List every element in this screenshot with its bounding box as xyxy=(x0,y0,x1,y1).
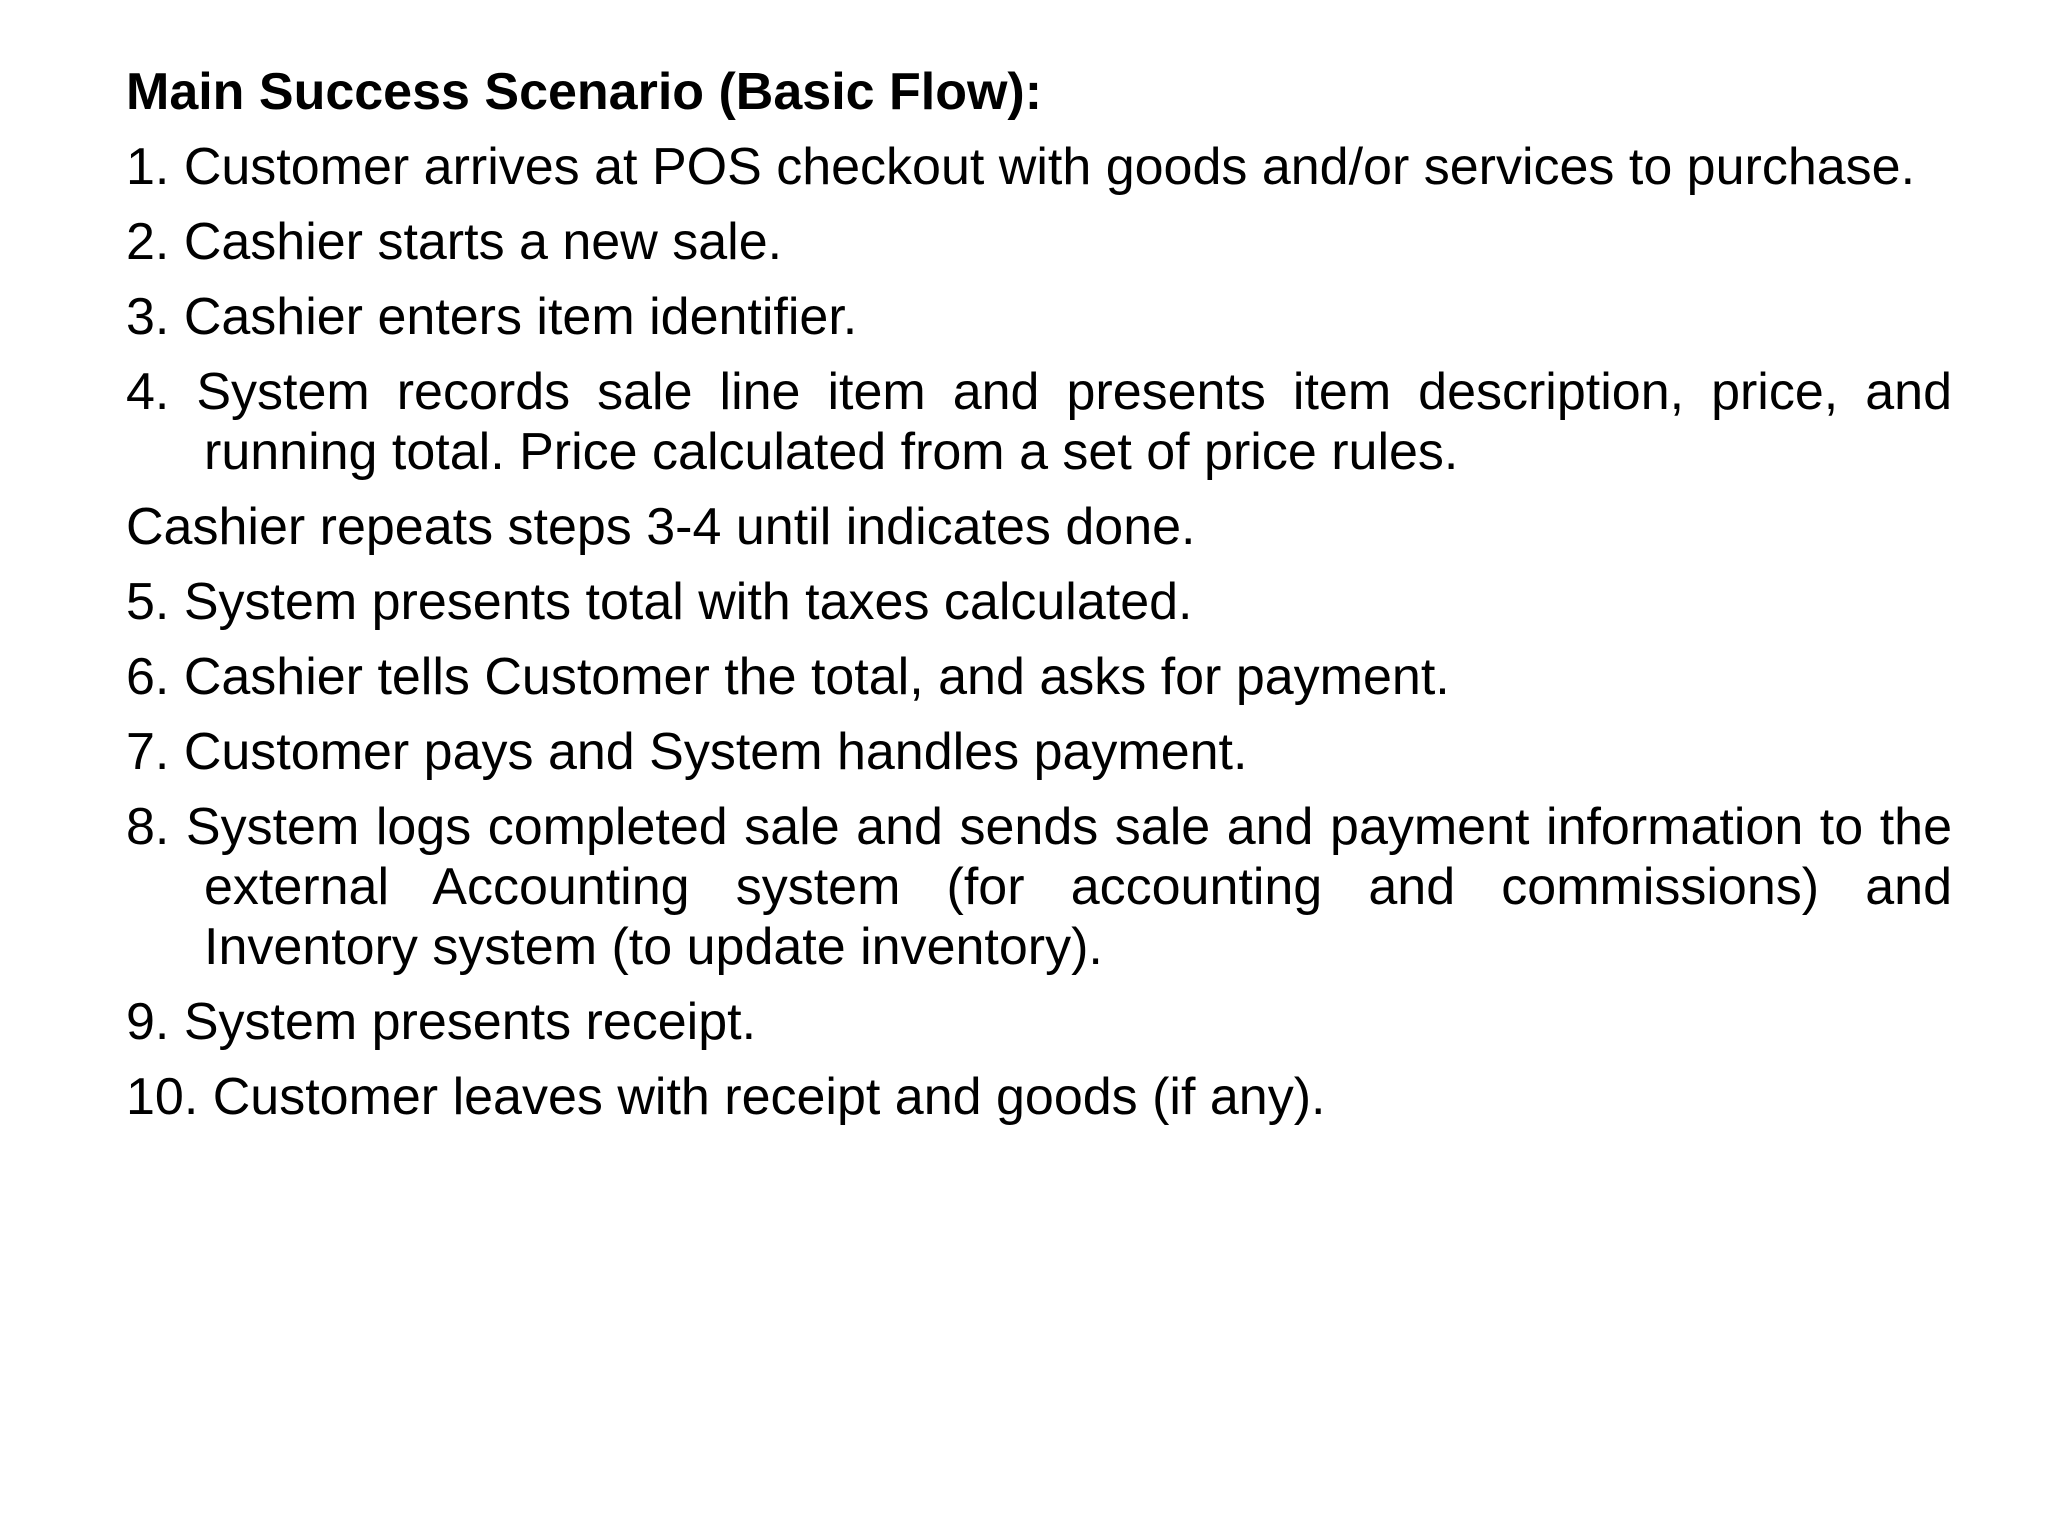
scenario-title: Main Success Scenario (Basic Flow): xyxy=(126,63,1043,121)
step-6: 6. Cashier tells Customer the total, and asks for payment. xyxy=(126,648,1450,706)
step-7: 7. Customer pays and System handles payment. xyxy=(126,723,1248,781)
slide-content xyxy=(126,62,1952,1142)
repeat-note: Cashier repeats steps 3-4 until indicates done. xyxy=(126,498,1196,556)
step-8: 8. System logs completed sale and sends sale and payment information to the external Accounting system (for accounting and commissions) and Inventory system (to update inventory). xyxy=(126,798,1952,976)
step-1: 1. Customer arrives at POS checkout with goods and/or services to purchase. xyxy=(126,138,1916,196)
step-2: 2. Cashier starts a new sale. xyxy=(126,213,783,271)
step-4: 4. System records sale line item and presents item description, price, and running total. Price calculated from a set of price rules. xyxy=(126,363,1952,481)
step-3: 3. Cashier enters item identifier. xyxy=(126,288,858,346)
step-5: 5. System presents total with taxes calculated. xyxy=(126,573,1193,631)
step-9: 9. System presents receipt. xyxy=(126,993,757,1051)
step-10: 10. Customer leaves with receipt and goods (if any). xyxy=(126,1068,1326,1126)
